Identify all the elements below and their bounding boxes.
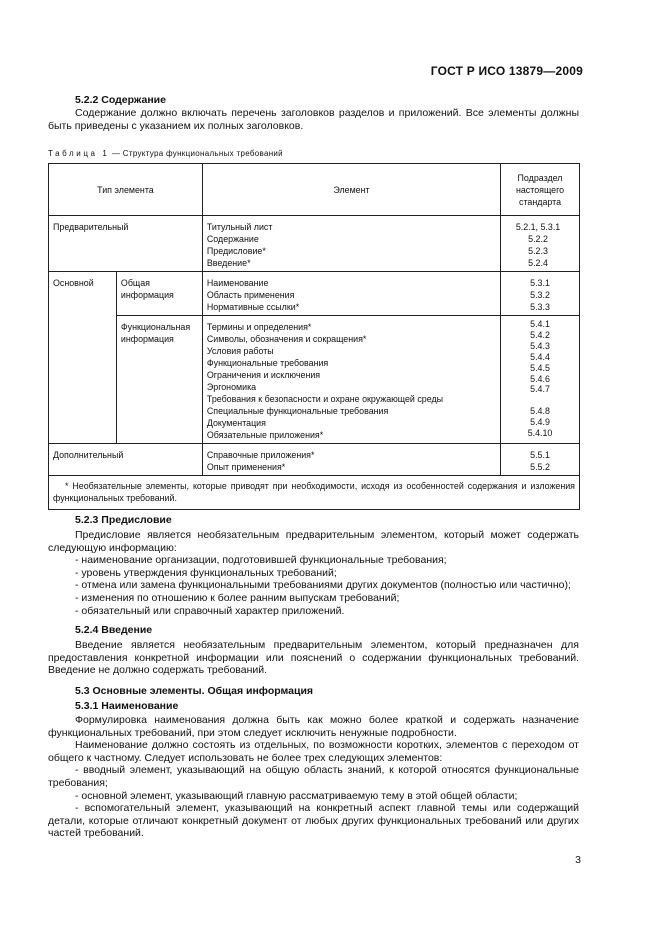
functional-requirements-table [48,163,580,510]
list-item: - отмена или замена функциональными требованиями других документов (полностью или частично); [75,579,571,592]
section-5-2-3-body [48,529,579,617]
preliminary-elements: Титульный лист Содержание Предисловие* Введение* [202,216,500,272]
main-general-label: Общая информация [116,272,202,316]
table-row-main-general [49,272,580,316]
list-item: - уровень утверждения функциональных требований; [75,566,337,579]
section-5-2-4-heading: 5.2.4 Введение [75,624,153,636]
main-functional-label: Функциональная информация [116,316,202,444]
section-5-2-2-text: Содержание должно включать перечень заголовков разделов и приложений. Все элементы должны быть приведены с указанием их полных заголовков. [48,107,579,132]
section-5-3-heading: 5.3 Основные элементы. Общая информация [75,685,314,697]
table-caption [48,149,283,158]
list-item: - обязательный или справочный характер приложений. [75,604,345,617]
table-caption-prefix: Таблица 1 [48,149,110,158]
main-type: Основной [49,272,117,444]
table-row-preliminary [49,216,580,272]
table-header-row [49,164,580,216]
table-caption-title: — Структура функциональных требований [109,149,283,158]
page-number: 3 [575,854,581,866]
table-footnote-row [49,476,580,510]
main-general-elements: Наименование Область применения Нормативные ссылки* [202,272,500,316]
section-5-3-1-list [48,764,579,840]
table-row-additional [49,444,580,476]
table-footnote: * Необязательные элементы, которые приводят при необходимости, исходя из особенностей содержания и изложения функциональных требований. [49,476,580,510]
header-element-type: Тип элемента [49,164,203,216]
document-id: ГОСТ Р ИСО 13879—2009 [430,64,583,78]
section-5-2-3-intro: Предисловие является необязательным предварительным элементом, который может содержать следующую информацию: [48,529,579,554]
additional-refs: 5.5.1 5.5.2 [501,444,580,476]
main-functional-refs: 5.4.1 5.4.2 5.4.3 5.4.4 5.4.5 5.4.6 5.4.7 5.4.8 5.4.9 5.4.10 [501,316,580,444]
list-item: - изменения по отношению к более ранним выпускам требований; [75,591,400,604]
preliminary-refs: 5.2.1, 5.3.1 5.2.2 5.2.3 5.2.4 [501,216,580,272]
list-item: - наименование организации, подготовившей функциональные требования; [75,554,447,567]
header-element: Элемент [202,164,500,216]
list-item: - основной элемент, указывающий главную рассматриваемую тему в этой общей области; [75,789,518,802]
section-5-2-4-text: Введение является необязательным предварительным элементом, который предназначен для предоставления конкретной информации или пояснений о содержании функциональных требований. Введение не должно содержать требований. [48,639,579,677]
section-5-3-1-p2: Наименование должно состоять из отдельных, по возможности коротких, элементов с переходом от общего к частному. Следует использовать не более трех следующих элементов: [48,739,579,764]
table-row-main-functional [49,316,580,444]
list-item: - вводный элемент, указывающий на общую область знаний, к которой относятся функциональные требования; [48,764,579,789]
section-5-3-1-heading: 5.3.1 Наименование [75,700,179,712]
header-subsection: Подраздел настоящего стандарта [501,164,580,216]
additional-elements: Справочные приложения* Опыт применения* [202,444,500,476]
additional-type: Дополнительный [49,444,203,476]
section-5-3-1-p1: Формулировка наименования должна быть как можно более краткой и содержать назначение функциональных требований, при этом следует исключить ненужные подробности. [48,714,579,739]
main-general-refs: 5.3.1 5.3.2 5.3.3 [501,272,580,316]
preliminary-type: Предварительный [49,216,203,272]
section-5-2-3-heading: 5.2.3 Предисловие [75,514,172,526]
section-5-2-2-heading: 5.2.2 Содержание [75,94,166,106]
list-item: - вспомогательный элемент, указывающий на конкретный аспект главной темы или содержащий детали, которые отличают конкретный документ от любых других функциональных требований или других частей требований. [48,802,579,840]
main-functional-elements: Термины и определения* Символы, обозначения и сокращения* Условия работы Функциональные требования Ограничения и исключения Эргономика Требования к безопасности и охране окружающей среды Специальные функциональные требования Документация Обязательные приложения* [202,316,500,444]
section-5-3-1-body [48,714,579,840]
section-5-2-3-list [48,554,579,617]
